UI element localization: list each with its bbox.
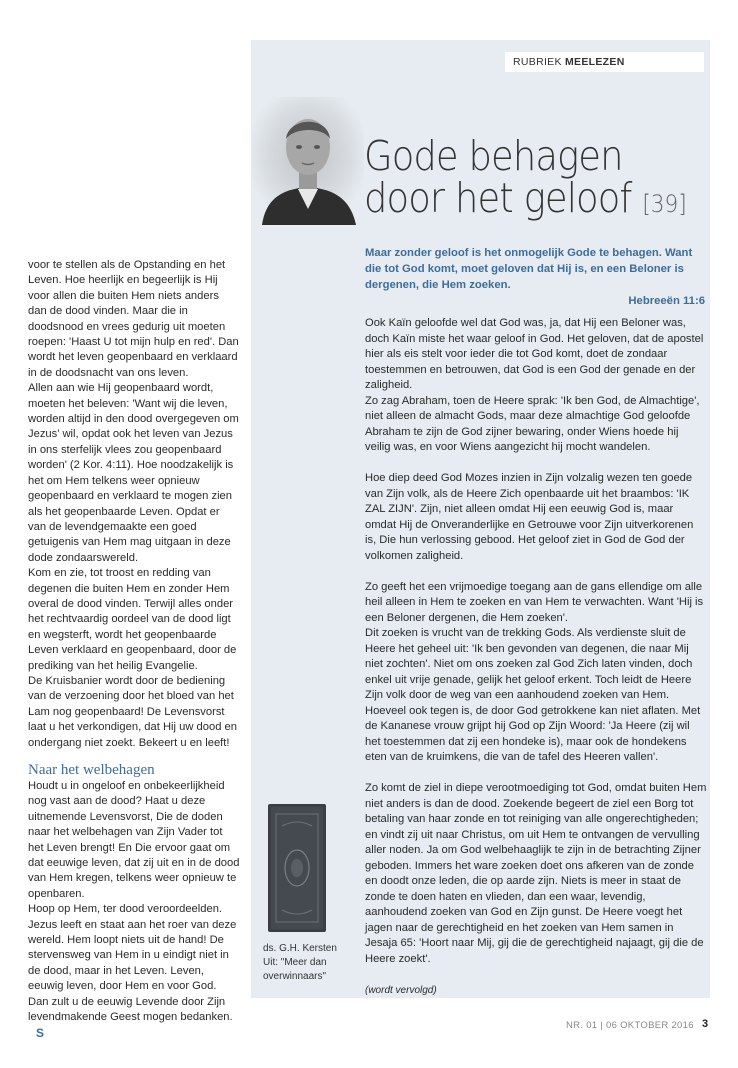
quote-text: Maar zonder geloof is het onmogelijk Gode te behagen. Want die tot God komt, moet geloven dat Hij is, en een Beloner is dergenen, die Hem zoeken. xyxy=(365,247,693,291)
end-mark-icon: S xyxy=(36,1025,45,1040)
quote-reference: Hebreeën 11:6 xyxy=(628,295,705,307)
right-column-body xyxy=(365,316,707,998)
caption-line: ds. G.H. Kersten xyxy=(263,943,337,954)
rubric-prefix: RUBRIEK xyxy=(513,56,562,68)
title-line-2 xyxy=(364,174,687,225)
left-paragraph: voor te stellen als de Opstanding en het Leven. Hoe heerlijk en begeerlijk is Hij voor allen die buiten Hem niets anders dan de dood vinden. Maar die in doodsnood en vrees gedurig uit moeten roepen: 'Haast U tot mijn hulp en red'. Dan wordt het leven geopenbaard en verklaard in de doodsnacht van ons leven. Allen aan wie Hij geopenbaard wordt, moeten het beleven: 'Want wij die leven, worden altijd in den dood overgegeven om Jezus' wil, opdat ook het leven van Jezus in ons sterfelijk vlees zou geopenbaard worden' (2 Kor. 4:11). Hoe noodzakelijk is het om Hem telkens weer opnieuw geopenbaard en verklaard te mogen zien als het geopenbaarde Leven. Opdat er van de levendgemaakte een goed getuigenis van Hem mag uitgaan in deze dode zondaarswereld. Kom en zie, tot troost en redding van degenen die buiten Hem en zonder Hem overal de dood vinden. Terwijl alles onder het rechtvaardig oordeel van de dood ligt en wegsterft, wordt het geopenbaarde Leven verklaard en geopenbaard, door de prediking van het heilig Evangelie. De Kruisbanier wordt door de bediening van de verzoening door het bloed van het Lam nog geopenbaard! De Levensvorst laat u het verkondigen, dat Hij uw dood en ondergang niet zoekt. Bekeert u en leeft! xyxy=(28,259,239,749)
right-paragraph: Zo geeft het een vrijmoedige toegang aan de gans ellendige om alle heil alleen in Hem te zoeken en van Hem te verwachten. Want 'Hij is een Beloner dergenen, die Hem zoeken'. Dit zoeken is vrucht van de trekking Gods. Als verdienste sluit de Heere het geheel uit: 'Ik ben gevonden van degenen, die naar Mij niet zochten'. Niet om ons zoeken zal God Zich laten vinden, doch enkel uit vrije genade, gelijk het geloof erkent. Toch leidt de Heere Zijn volk door de weg van een aanhoudend zoeken van Hem. Hoeveel ook tegen is, de door God getrokkene kan niet aflaten. Met de Kananese vrouw grijpt hij God op Zijn Woord: 'Ja Heere (zij wil het toestemmen dat zij een hondeke is), maar ook de hondekens eten van de kruimkens, die van de tafel des Heeren vallen'. xyxy=(365,580,704,763)
article-title xyxy=(364,132,687,225)
bible-quote xyxy=(365,245,705,309)
left-paragraph-text: Houdt u in ongeloof en onbekeerlijkheid nog vast aan de dood? Haat u deze uitnemende Levensvorst, Die de doden naar het welbehagen van Zijn Vader tot het Leven brengt! En Die ervoor gaat om dat eeuwige leven, dat zij uit en in de dood van Hem kregen, telkens weer opnieuw te openbaren. Hoop op Hem, ter dood veroordeelden. Jezus leeft en staat aan het roer van deze wereld. Hem loopt niets uit de hand! De stervensweg van Hem in u eindigt niet in de dood, maar in het Leven. Leven, eeuwig leven, door Hem en voor God. Dan zult u de eeuwig Levende door Zijn levendmakende Geest mogen bedanken. xyxy=(28,780,240,1024)
episode-number: [39] xyxy=(642,190,687,218)
caption-line: overwinnaars" xyxy=(263,971,327,982)
left-column-body xyxy=(28,258,240,1042)
author-portrait xyxy=(252,97,364,225)
rubric-label xyxy=(505,52,704,72)
right-paragraph: Zo komt de ziel in diepe verootmoediging tot God, omdat buiten Hem niet anders is dan de dood. Zoekende begeert de ziel een Borg tot betaling van haar zonde en tot reiniging van alle ongerechtigheden; en vindt zij uit naar Christus, om uit Hem te ontvangen de vervulling aller noden. Ja om God welbehaaglijk te zijn in de betrachting Zijner geboden. Immers het ware zoeken doet ons afkeren van de zonde en doodt onze leden, die op aarde zijn. Niets is meer in staat de zonde te doen haten en vlieden, dan een waar, levendig, aanhoudend zoeken van God en Zijn gunst. De Heere voegt het jagen naar de gerechtigheid en het zoeken van Hem samen in Jesaja 65: 'Hoort naar Mij, gij die de gerechtigheid najaagt, gij die de Heere zoekt'. xyxy=(365,782,707,965)
caption-line: Uit: "Meer dan xyxy=(263,957,327,968)
title-line-1: Gode behagen xyxy=(364,132,623,180)
image-caption xyxy=(263,942,358,984)
right-paragraph: Ook Kaïn geloofde wel dat God was, ja, dat Hij een Beloner was, doch Kaïn miste het waar geloof in God. Het geloven, dat de apostel hier als eis stelt voor ieder die tot God komt, doet de zondaar toestemmen en betrouwen, dat God is een God der genade en der zaligheid. Zo zag Abraham, toen de Heere sprak: 'Ik ben God, de Almachtige', niet alleen de almacht Gods, maar deze almachtige God geloofde Abraham te zijn de God zijner bewaring, onder Wiens hoede hij veilig was, en voor Wiens aangezicht hij mocht wandelen. xyxy=(365,317,704,453)
section-heading: Naar het welbehagen xyxy=(28,762,155,778)
page-number: 3 xyxy=(702,1018,709,1030)
rubric-name: MEELEZEN xyxy=(565,56,625,68)
title-line-2-text: door het geloof xyxy=(364,174,632,222)
book-cover-image xyxy=(268,804,326,932)
continued-note: (wordt vervolgd) xyxy=(365,984,437,996)
left-paragraph xyxy=(28,779,240,1042)
issue-info: NR. 01 | 06 OKTOBER 2016 xyxy=(566,1020,694,1031)
right-paragraph: Hoe diep deed God Mozes inzien in Zijn volzalig wezen ten goede van Zijn volk, als de Heere Zich openbaarde uit het braambos: 'IK ZAL ZIJN'. Zijn, niet alleen omdat Hij een eeuwig God is, maar omdat Hij de Onveranderlijke en Getrouwe voor Zijn uitverkorenen is, Die hun verlossing gebood. Het geloof ziet in God de God der volkomen zaligheid. xyxy=(365,472,694,562)
